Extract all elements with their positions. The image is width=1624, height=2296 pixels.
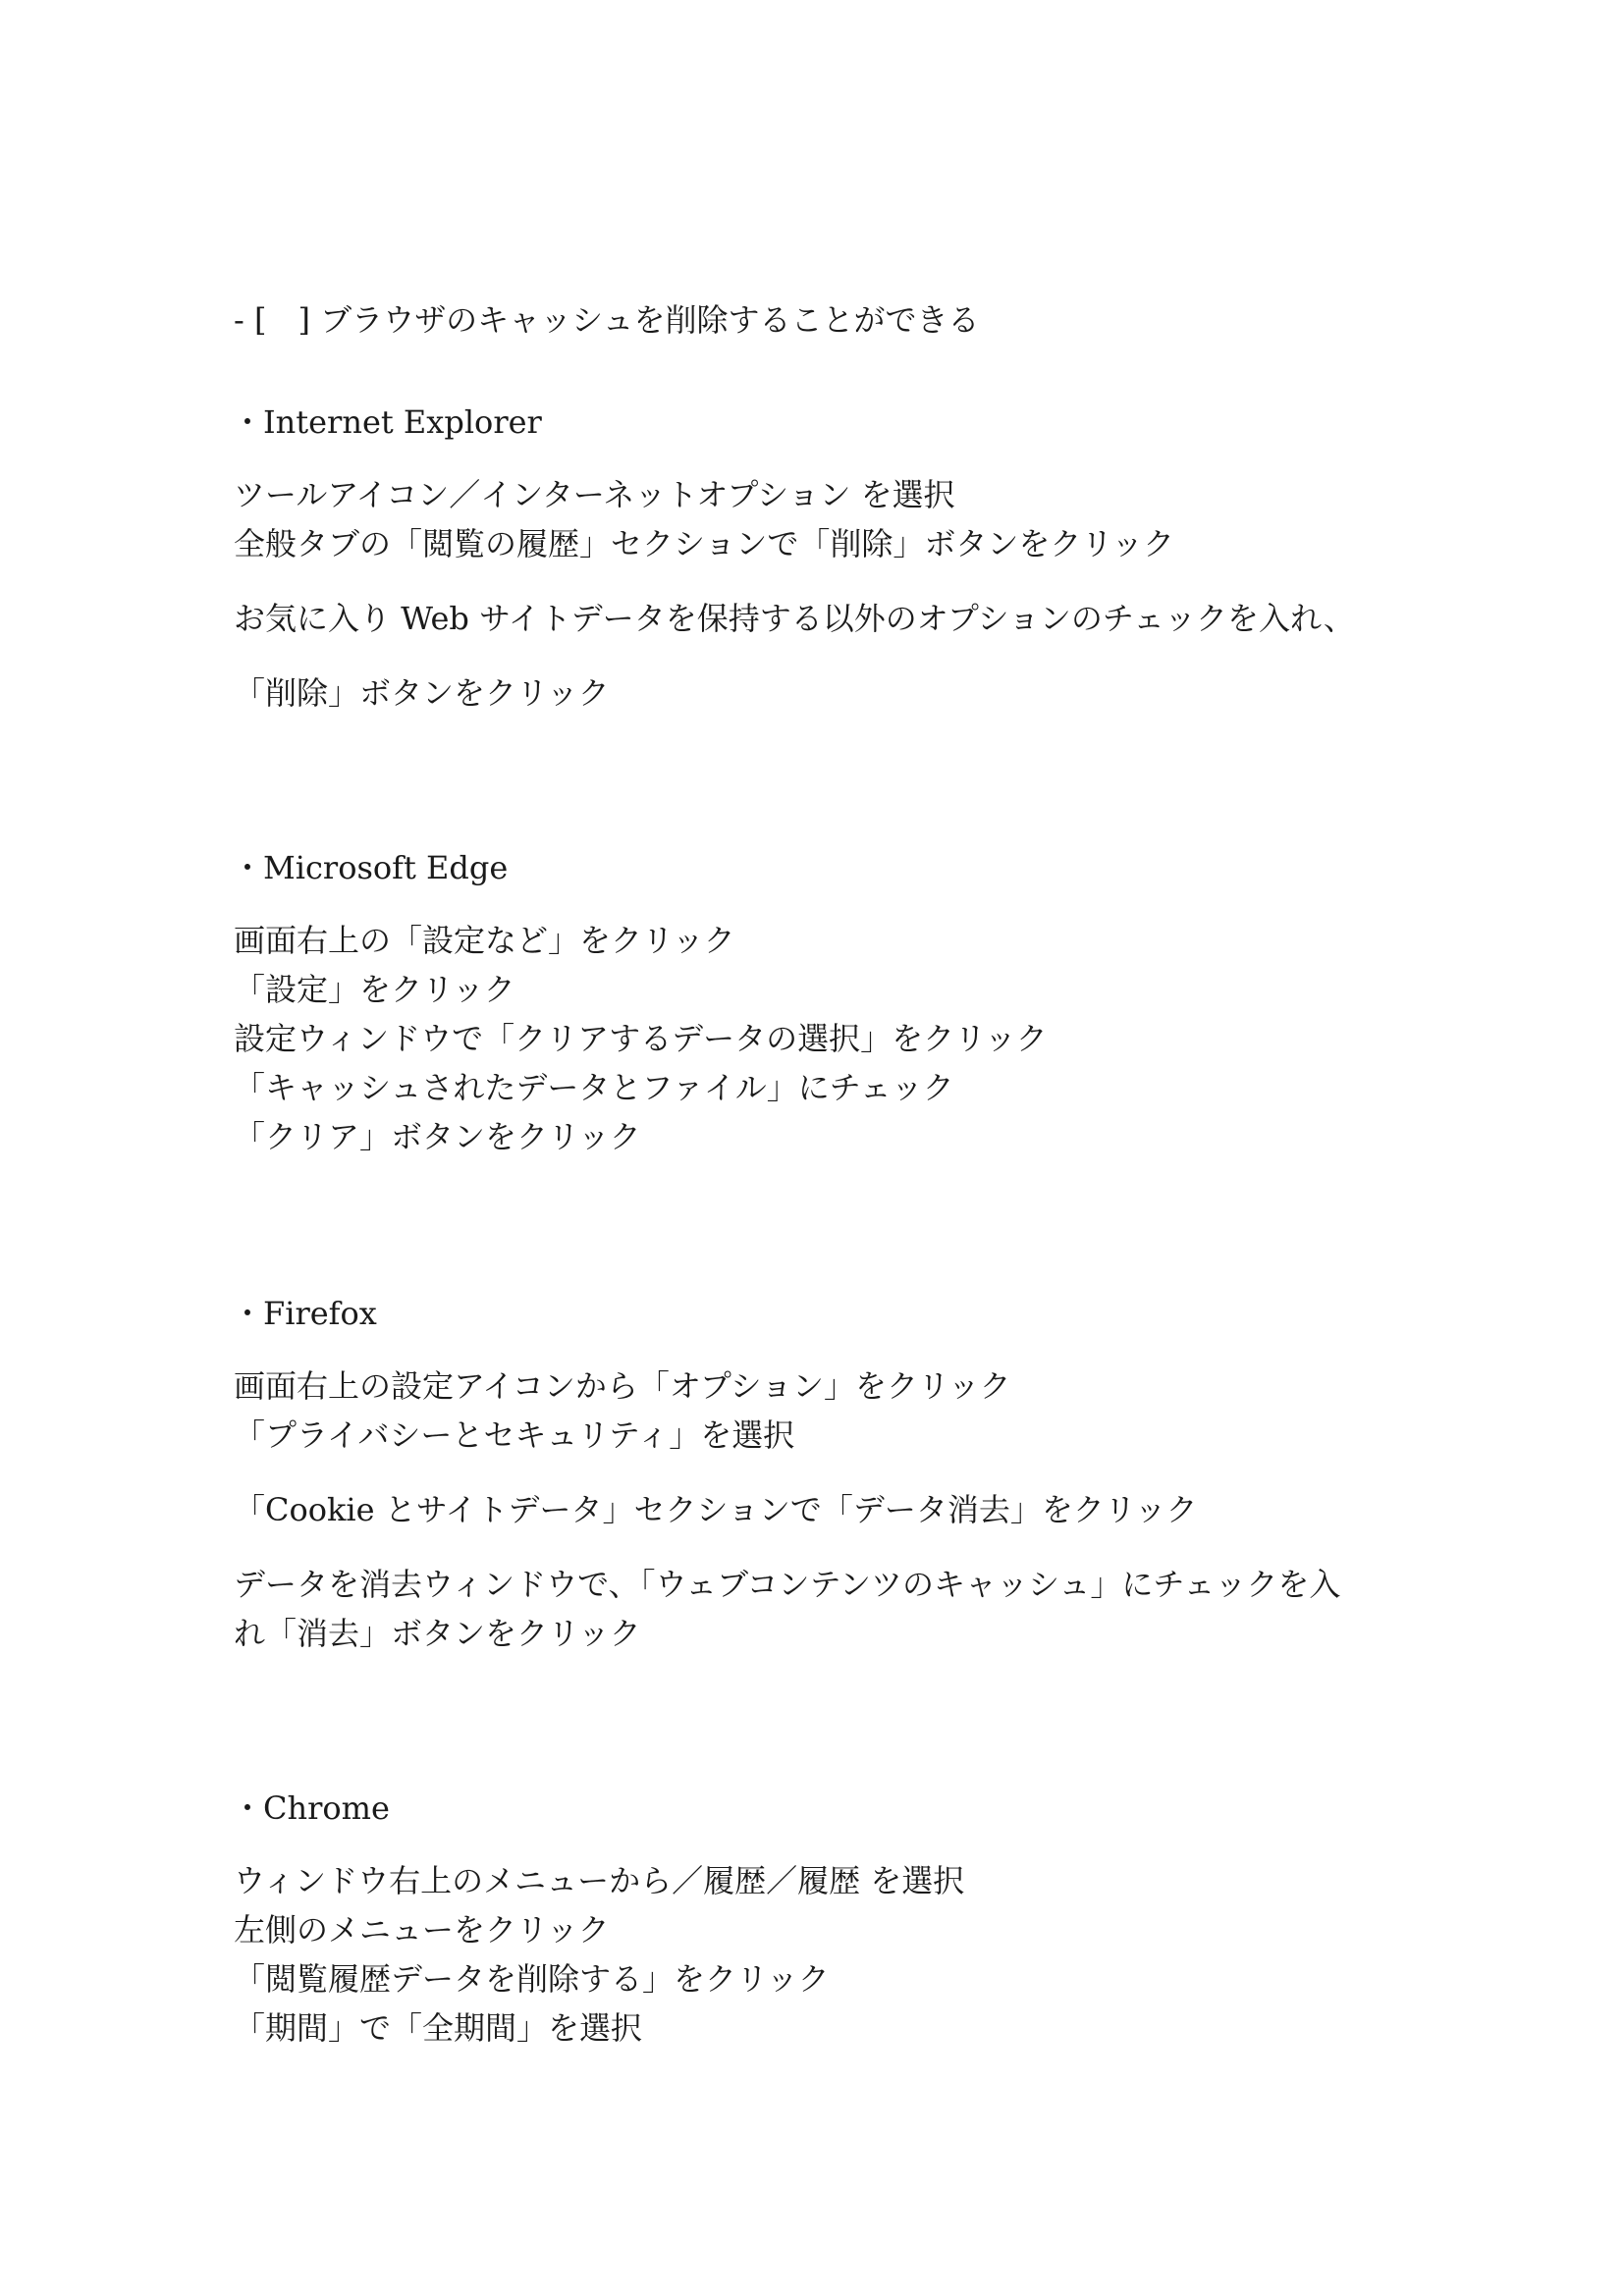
chrome-step-2: 左側のメニューをクリック xyxy=(234,1911,610,1949)
section-heading-microsoft-edge: ・Microsoft Edge xyxy=(232,849,509,886)
ie-step-4: 「削除」ボタンをクリック xyxy=(234,674,610,712)
edge-step-5: 「クリア」ボタンをクリック xyxy=(234,1118,641,1155)
firefox-step-3: 「Cookie とサイトデータ」セクションで「データ消去」をクリック xyxy=(234,1491,1198,1528)
ie-step-3: お気に入り Web サイトデータを保持する以外のオプションのチェックを入れ、 xyxy=(234,600,1355,637)
edge-step-2: 「設定」をクリック xyxy=(234,971,515,1008)
firefox-step-2: 「プライバシーとセキュリティ」を選択 xyxy=(234,1416,795,1454)
task-checkbox: - [ ] xyxy=(234,301,310,339)
edge-step-1: 画面右上の「設定など」をクリック xyxy=(234,922,735,959)
edge-step-3: 設定ウィンドウで「クリアするデータの選択」をクリック xyxy=(234,1020,1048,1057)
ie-step-1: ツールアイコン／インターネットオプション を選択 xyxy=(234,476,955,513)
section-heading-chrome: ・Chrome xyxy=(232,1789,390,1827)
firefox-step-5: れ「消去」ボタンをクリック xyxy=(234,1615,641,1652)
firefox-step-4: データを消去ウィンドウで、「ウェブコンテンツのキャッシュ」にチェックを入 xyxy=(234,1566,1341,1603)
chrome-step-4: 「期間」で「全期間」を選択 xyxy=(234,2009,643,2047)
section-heading-internet-explorer: ・Internet Explorer xyxy=(232,403,542,441)
edge-step-4: 「キャッシュされたデータとファイル」にチェック xyxy=(234,1069,954,1106)
chrome-step-3: 「閲覧履歴データを削除する」をクリック xyxy=(234,1960,830,1998)
chrome-step-1: ウィンドウ右上のメニューから／履歴／履歴 を選択 xyxy=(234,1862,965,1899)
section-heading-firefox: ・Firefox xyxy=(232,1295,377,1332)
task-line xyxy=(234,300,980,340)
ie-step-2: 全般タブの「閲覧の履歴」セクションで「削除」ボタンをクリック xyxy=(234,525,1175,562)
task-title: ブラウザのキャッシュを削除することができる xyxy=(320,301,980,339)
firefox-step-1: 画面右上の設定アイコンから「オプション」をクリック xyxy=(234,1367,1011,1405)
